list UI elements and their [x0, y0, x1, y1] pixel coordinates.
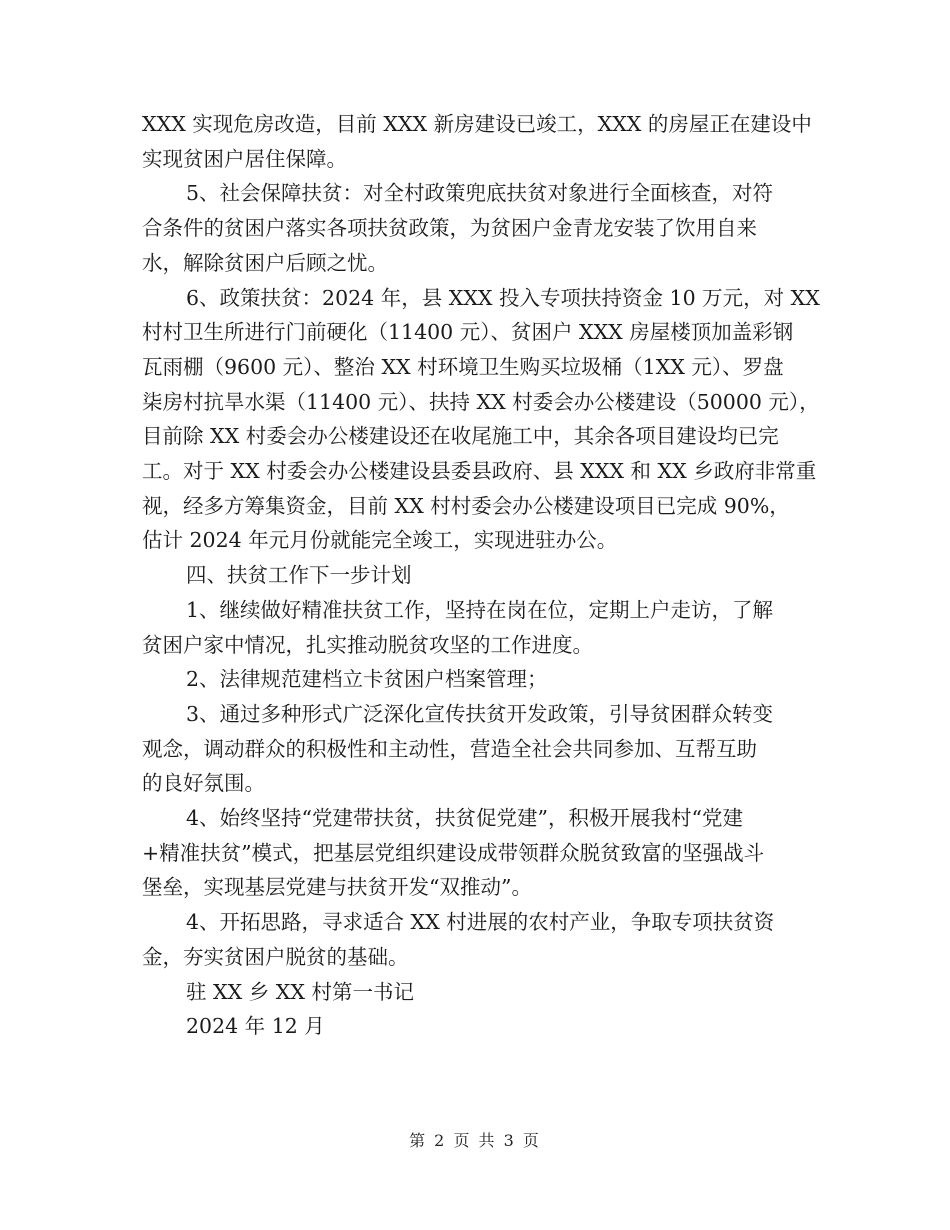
text-line: 4、开拓思路，寻求适合 XX 村进展的农村产业，争取专项扶贫资: [186, 910, 775, 935]
text-line: 3、通过多种形式广泛深化宣传扶贫开发政策，引导贫困群众转变: [186, 701, 774, 726]
paragraph-plan-1: [142, 593, 822, 662]
text-line: 水，解除贫困户后顾之忧。: [142, 250, 388, 275]
text-line: 6、政策扶贫：2024 年，县 XXX 投入专项扶持资金 10 万元，对 XX: [186, 285, 820, 310]
text-line: 估计 2024 年元月份就能完全竣工，实现进驻办公。: [142, 528, 618, 553]
signature-date: [142, 1009, 822, 1044]
signature-line: 驻 XX 乡 XX 村第一书记: [186, 979, 414, 1004]
text-line: +精准扶贫”模式，把基层党组织建设成带领群众脱贫致富的坚强战斗: [142, 840, 765, 865]
text-line: 堡垒，实现基层党建与扶贫开发“双推动”。: [142, 875, 532, 900]
text-line: 观念，调动群众的积极性和主动性，营造全社会共同参加、互帮互助: [142, 736, 757, 761]
text-line: 的良好氛围。: [142, 771, 265, 796]
text-line: 合条件的贫困户落实各项扶贫政策，为贫困户金青龙安装了饮用自来: [142, 216, 757, 241]
text-line: 实现贫困户居住保障。: [142, 146, 347, 171]
text-line: 柒房村抗旱水渠（11400 元）、扶持 XX 村委会办公楼建设（50000 元），: [142, 389, 820, 414]
paragraph-housing: [142, 107, 822, 176]
text-line: 金，夯实贫困户脱贫的基础。: [142, 944, 409, 969]
page-number-footer: 第 2 页 共 3 页: [409, 1131, 541, 1150]
text-line: 4、始终坚持“党建带扶贫，扶贫促党建”，积极开展我村“党建: [186, 806, 743, 831]
text-line: XXX 实现危房改造，目前 XXX 新房建设已竣工，XXX 的房屋正在建设中: [142, 112, 812, 136]
signature-author: [142, 975, 822, 1010]
date-line: 2024 年 12 月: [186, 1014, 325, 1039]
text-line: 2、法律规范建档立卡贫困户档案管理；: [186, 667, 548, 692]
paragraph-plan-4b: [142, 905, 822, 974]
text-line: 视，经多方筹集资金，目前 XX 村村委会办公楼建设项目已完成 90%，: [142, 493, 790, 518]
paragraph-policy: [142, 281, 822, 559]
text-line: 贫困户家中情况，扎实推动脱贫攻坚的工作进度。: [142, 632, 593, 657]
text-line: 1、继续做好精准扶贫工作，坚持在岗在位，定期上户走访，了解: [186, 597, 774, 622]
heading-line: 四、扶贫工作下一步计划: [186, 563, 412, 588]
paragraph-social-security: [142, 176, 822, 280]
paragraph-plan-3: [142, 697, 822, 801]
text-line: 5、社会保障扶贫：对全村政策兜底扶贫对象进行全面核查，对符: [186, 181, 774, 206]
text-line: 瓦雨棚（9600 元）、整治 XX 村环境卫生购买垃圾桶（1XX 元）、罗盘: [142, 354, 784, 379]
paragraph-plan-4a: [142, 801, 822, 905]
text-line: 目前除 XX 村委会办公楼建设还在收尾施工中，其余各项目建设均已完: [142, 424, 779, 449]
text-line: 村村卫生所进行门前硬化（11400 元）、贫困户 XXX 房屋楼顶加盖彩钢: [142, 320, 794, 345]
paragraph-plan-2: [142, 662, 822, 697]
section-heading: [142, 558, 822, 593]
text-line: 工。对于 XX 村委会办公楼建设县委县政府、县 XXX 和 XX 乡政府非常重: [142, 459, 817, 484]
document-body: [142, 107, 822, 1044]
